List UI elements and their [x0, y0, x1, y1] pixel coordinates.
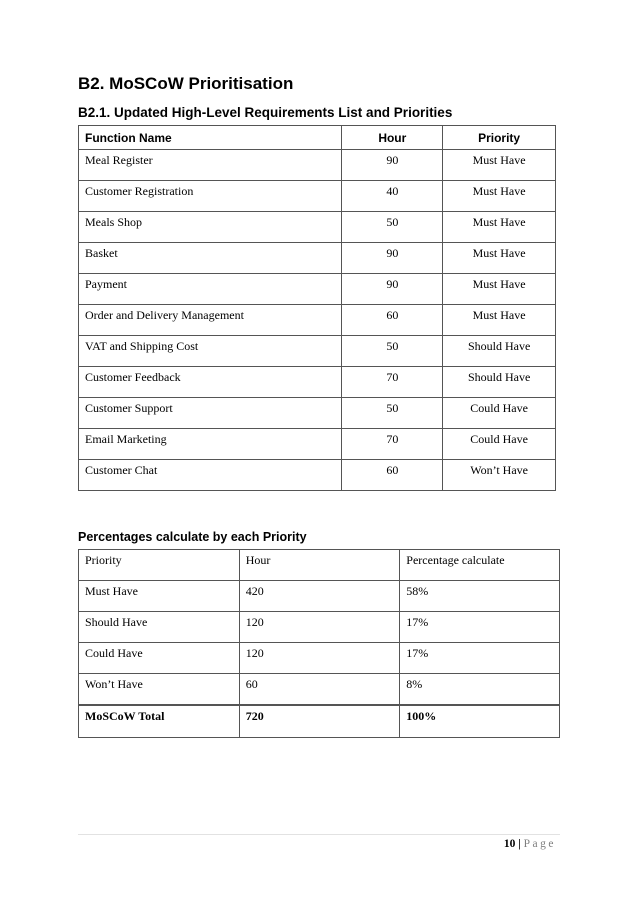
- percentage-cell: 58%: [400, 581, 560, 612]
- table-row: [79, 367, 556, 398]
- priority-cell: Should Have: [79, 612, 240, 643]
- function-name-cell: Customer Chat: [79, 460, 342, 491]
- percentage-cell: 8%: [400, 674, 560, 705]
- hour-cell: 50: [342, 336, 443, 367]
- table-row: [79, 305, 556, 336]
- table-row: [79, 581, 560, 612]
- header-hour: Hour: [239, 550, 400, 581]
- percentage-cell: 17%: [400, 612, 560, 643]
- priority-cell: Must Have: [443, 181, 556, 212]
- function-name-cell: Customer Registration: [79, 181, 342, 212]
- hour-cell: 120: [239, 643, 400, 674]
- subsection-title: B2.1. Updated High-Level Requirements List and Priorities: [78, 105, 453, 120]
- total-row: [79, 705, 560, 738]
- hour-cell: 50: [342, 398, 443, 429]
- function-name-cell: Meals Shop: [79, 212, 342, 243]
- percentage-cell: 17%: [400, 643, 560, 674]
- hour-cell: 60: [342, 460, 443, 491]
- table-row: [79, 398, 556, 429]
- function-name-cell: Customer Feedback: [79, 367, 342, 398]
- priority-cell: Must Have: [443, 243, 556, 274]
- total-hour-cell: 720: [239, 705, 400, 738]
- priority-cell: Should Have: [443, 367, 556, 398]
- percentages-table: [78, 549, 560, 738]
- priority-cell: Could Have: [79, 643, 240, 674]
- function-name-cell: VAT and Shipping Cost: [79, 336, 342, 367]
- header-priority: Priority: [443, 126, 556, 150]
- requirements-table: [78, 125, 556, 491]
- function-name-cell: Basket: [79, 243, 342, 274]
- priority-cell: Must Have: [443, 305, 556, 336]
- function-name-cell: Email Marketing: [79, 429, 342, 460]
- percentages-header-row: [79, 550, 560, 581]
- hour-cell: 90: [342, 274, 443, 305]
- priority-cell: Won’t Have: [443, 460, 556, 491]
- table-row: [79, 429, 556, 460]
- priority-cell: Must Have: [443, 274, 556, 305]
- table-row: [79, 643, 560, 674]
- hour-cell: 50: [342, 212, 443, 243]
- percentages-title: Percentages calculate by each Priority: [78, 530, 307, 544]
- hour-cell: 90: [342, 150, 443, 181]
- table-row: [79, 243, 556, 274]
- priority-cell: Could Have: [443, 429, 556, 460]
- function-name-cell: Customer Support: [79, 398, 342, 429]
- table-row: [79, 181, 556, 212]
- function-name-cell: Meal Register: [79, 150, 342, 181]
- table-row: [79, 460, 556, 491]
- table-row: [79, 674, 560, 705]
- footer-separator: |: [515, 838, 524, 850]
- page-number: 10: [503, 838, 516, 850]
- page-label: Page: [523, 838, 556, 850]
- header-hour: Hour: [342, 126, 443, 150]
- table-row: [79, 612, 560, 643]
- priority-cell: Must Have: [79, 581, 240, 612]
- header-percentage: Percentage calculate: [400, 550, 560, 581]
- hour-cell: 70: [342, 367, 443, 398]
- hour-cell: 120: [239, 612, 400, 643]
- header-function-name: Function Name: [79, 126, 342, 150]
- priority-cell: Must Have: [443, 212, 556, 243]
- requirements-header-row: [79, 126, 556, 150]
- table-row: [79, 274, 556, 305]
- header-priority: Priority: [79, 550, 240, 581]
- hour-cell: 70: [342, 429, 443, 460]
- hour-cell: 420: [239, 581, 400, 612]
- footer-divider: [78, 834, 560, 835]
- hour-cell: 90: [342, 243, 443, 274]
- section-title: B2. MoSCoW Prioritisation: [78, 74, 294, 93]
- priority-cell: Won’t Have: [79, 674, 240, 705]
- function-name-cell: Order and Delivery Management: [79, 305, 342, 336]
- hour-cell: 60: [239, 674, 400, 705]
- table-row: [79, 150, 556, 181]
- total-percentage-cell: 100%: [400, 705, 560, 738]
- page-footer: [504, 838, 556, 850]
- priority-cell: Should Have: [443, 336, 556, 367]
- total-label-cell: MoSCoW Total: [79, 705, 240, 738]
- priority-cell: Could Have: [443, 398, 556, 429]
- table-row: [79, 212, 556, 243]
- function-name-cell: Payment: [79, 274, 342, 305]
- priority-cell: Must Have: [443, 150, 556, 181]
- hour-cell: 60: [342, 305, 443, 336]
- hour-cell: 40: [342, 181, 443, 212]
- table-row: [79, 336, 556, 367]
